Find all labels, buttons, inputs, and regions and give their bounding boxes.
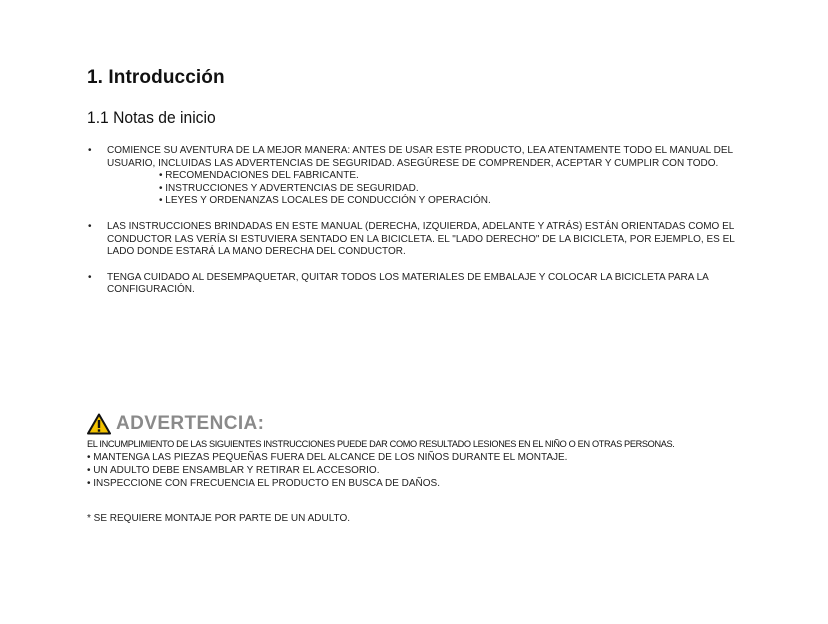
bullet: • [88,220,92,232]
warning-item: • INSPECCIONE CON FRECUENCIA EL PRODUCTO EN BUSCA DE DAÑOS. [87,478,441,489]
note-subitem: • INSTRUCCIONES Y ADVERTENCIAS DE SEGURIDAD. [159,182,419,194]
warning-lead: EL INCUMPLIMIENTO DE LAS SIGUIENTES INSTRUCCIONES PUEDE DAR COMO RESULTADO LESIONES EN EL NIÑO O EN OTRAS PERSONAS. [87,439,675,449]
section-title: 1. Introducción [87,67,225,88]
note-item [87,272,747,297]
warning-header [87,412,787,436]
section-subtitle: 1.1 Notas de inicio [87,108,216,127]
warning-triangle-icon [87,413,111,435]
warning-block [87,412,787,490]
footnote: * SE REQUIERE MONTAJE POR PARTE DE UN ADULTO. [87,513,351,524]
warning-item: • UN ADULTO DEBE ENSAMBLAR Y RETIRAR EL ACCESORIO. [87,465,380,476]
note-text: COMIENCE SU AVENTURA DE LA MEJOR MANERA: ANTES DE USAR ESTE PRODUCTO, LEA ATENTAMENTE TODO EL MANUAL DEL USUARIO, INCLUIDAS LAS ADVERTENCIAS DE SEGURIDAD. ASEGÚRESE DE COMPRENDER, ACEPTAR Y CUMPLIR CON TODO. [107,145,733,169]
warning-item: • MANTENGA LAS PIEZAS PEQUEÑAS FUERA DEL ALCANCE DE LOS NIÑOS DURANTE EL MONTAJE. [87,452,568,463]
note-item [87,145,747,208]
bullet: • [88,271,92,283]
note-subitem: • LEYES Y ORDENANZAS LOCALES DE CONDUCCIÓN Y OPERACIÓN. [159,195,491,207]
note-subitem: • RECOMENDACIONES DEL FABRICANTE. [159,170,359,182]
notes-list [87,145,747,310]
note-item [87,221,747,259]
warning-title: ADVERTENCIA: [116,413,265,434]
note-text: LAS INSTRUCCIONES BRINDADAS EN ESTE MANUAL (DERECHA, IZQUIERDA, ADELANTE Y ATRÁS) ESTÁN ORIENTADAS COMO EL CONDUCTOR LAS VERÍA SI ESTUVIERA SENTADO EN LA BICICLETA. EL "LADO DERECHO" DE LA BICICLETA, POR EJEMPLO, ES EL LADO DONDE ESTARÁ LA MANO DERECHA DEL CONDUCTOR. [107,220,735,258]
note-text: TENGA CUIDADO AL DESEMPAQUETAR, QUITAR TODOS LOS MATERIALES DE EMBALAJE Y COLOCAR LA BICICLETA PARA LA CONFIGURACIÓN. [107,271,709,296]
note-sublist [107,170,747,208]
bullet: • [88,145,92,156]
warning-list [87,451,787,490]
